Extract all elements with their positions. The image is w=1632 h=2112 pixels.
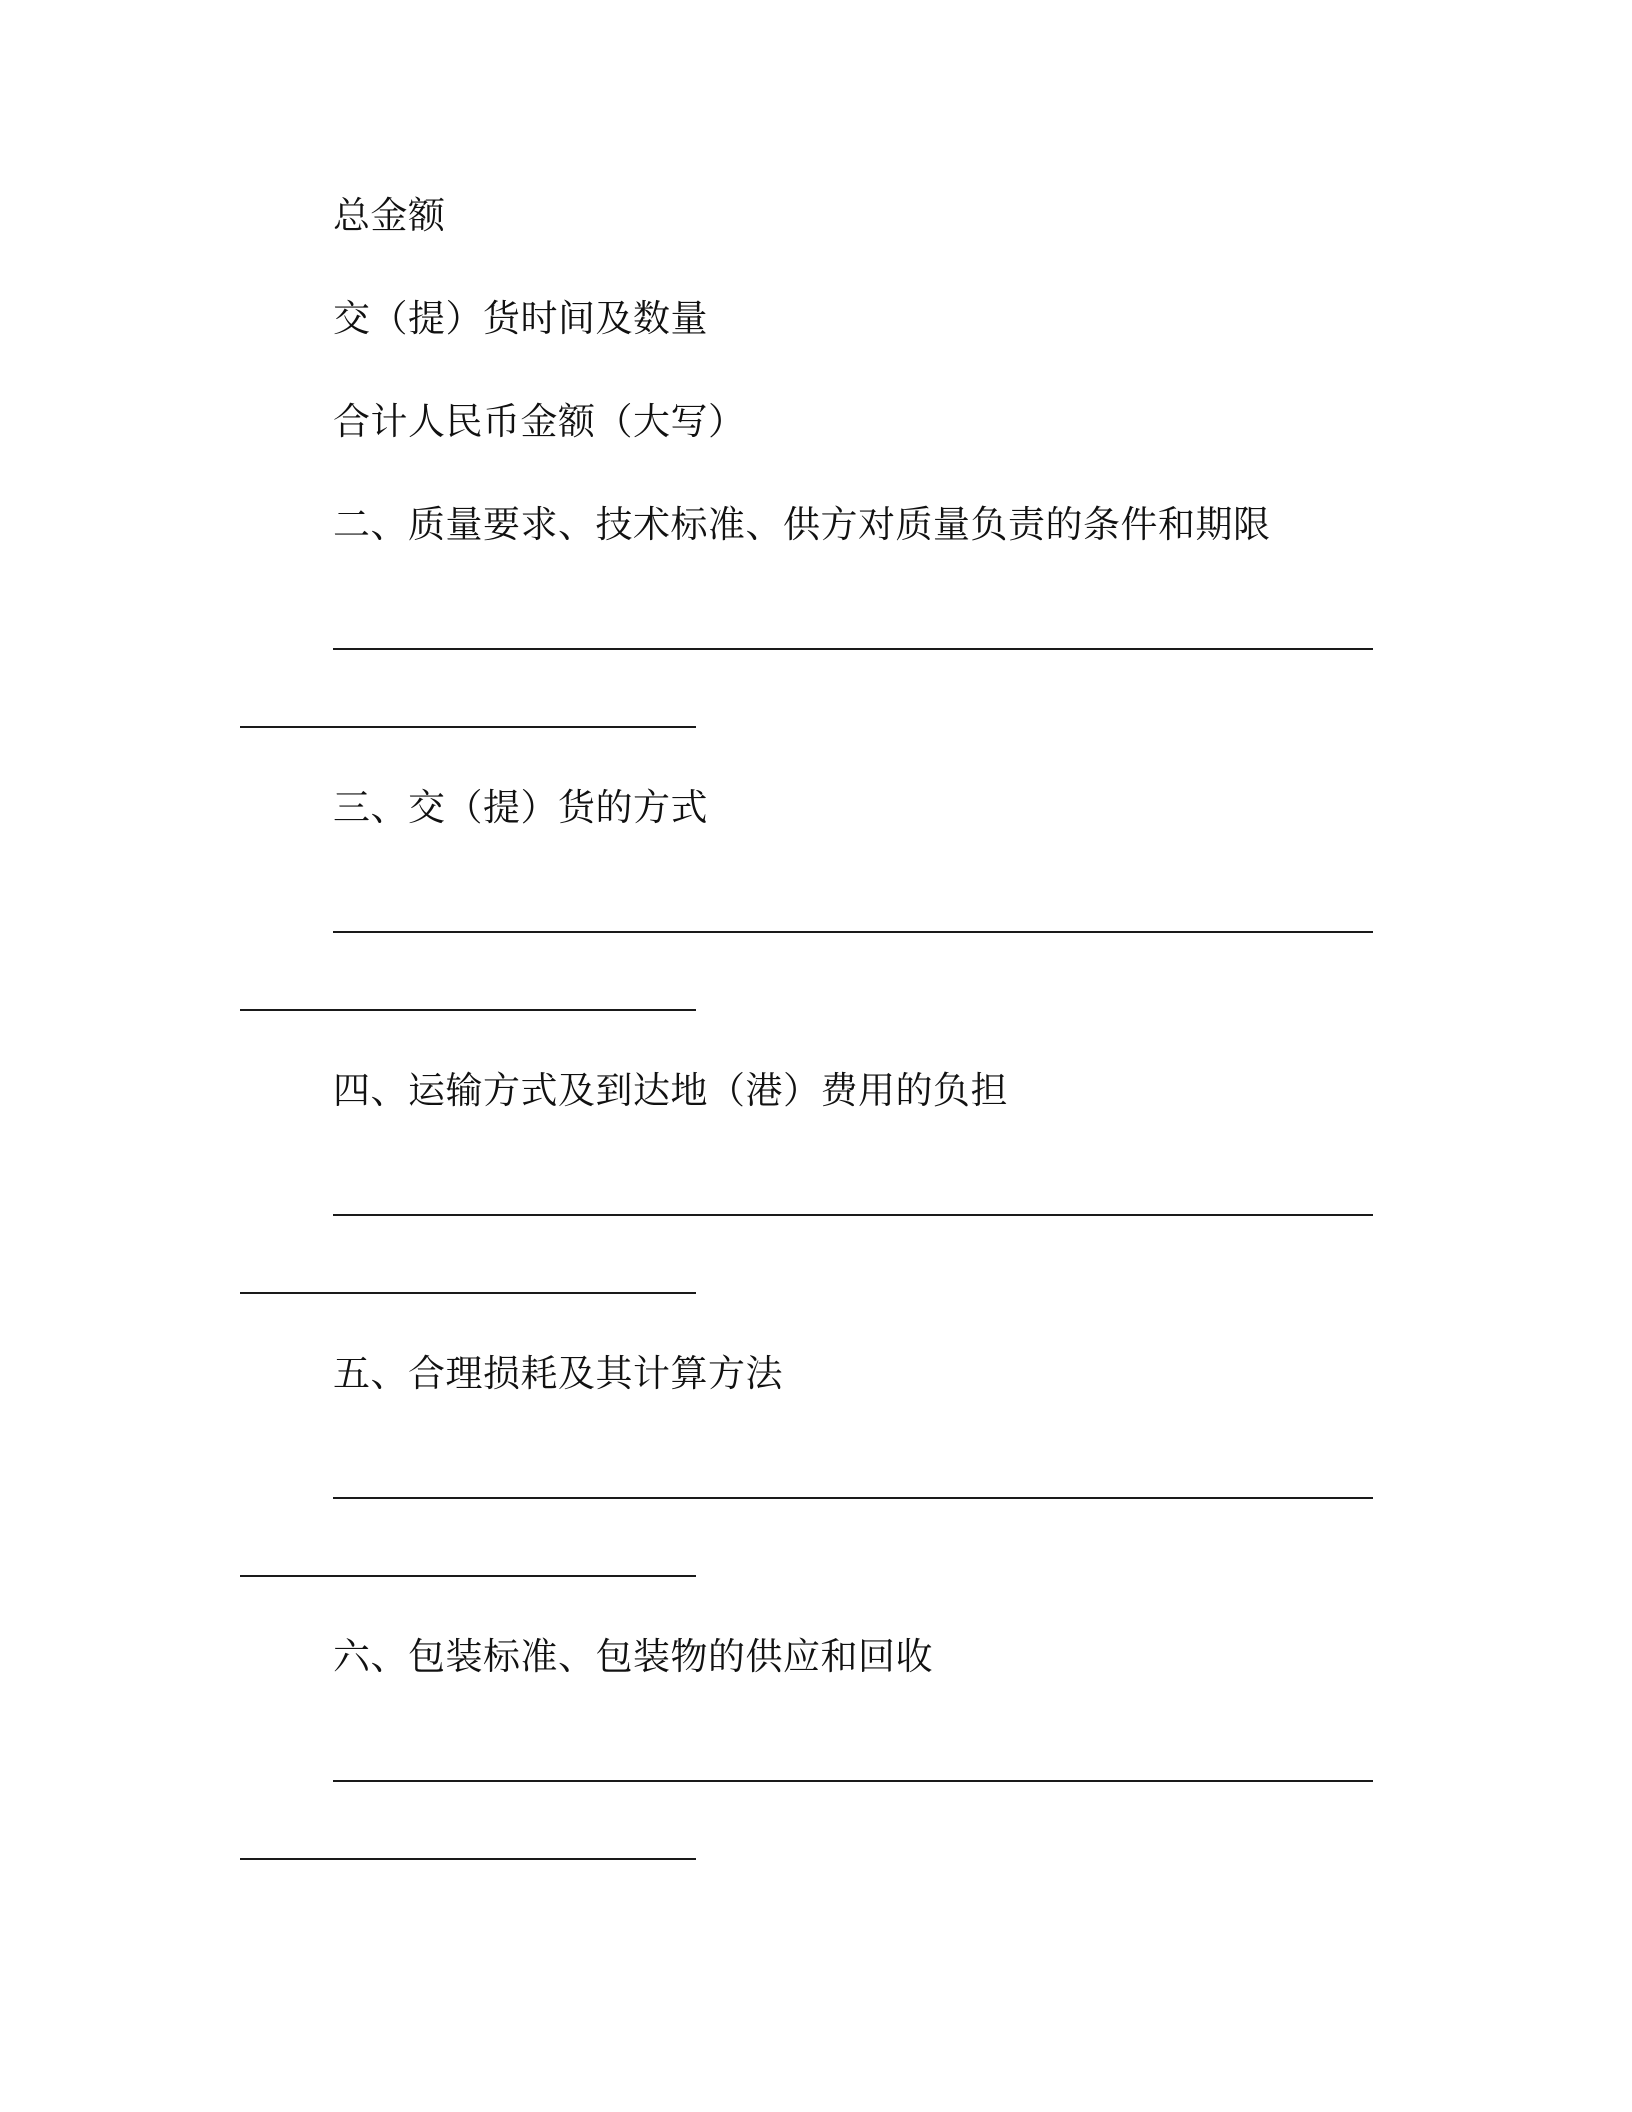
- label-delivery-time-quantity: 交（提）货时间及数量: [333, 297, 708, 340]
- fill-in-blank-line: [240, 726, 696, 728]
- section-heading-packaging: 六、包装标准、包装物的供应和回收: [333, 1635, 933, 1678]
- fill-in-blank-line: [333, 1497, 1373, 1499]
- fill-in-blank-line: [240, 1009, 696, 1011]
- label-total-amount: 总金额: [333, 194, 446, 237]
- fill-in-blank-line: [333, 1214, 1373, 1216]
- fill-in-blank-line: [240, 1575, 696, 1577]
- section-heading-quality: 二、质量要求、技术标准、供方对质量负责的条件和期限: [333, 503, 1271, 546]
- label-total-rmb-uppercase: 合计人民币金额（大写）: [333, 400, 746, 443]
- fill-in-blank-line: [333, 1780, 1373, 1782]
- fill-in-blank-line: [333, 648, 1373, 650]
- fill-in-blank-line: [240, 1292, 696, 1294]
- section-heading-loss: 五、合理损耗及其计算方法: [333, 1352, 783, 1395]
- section-heading-delivery-method: 三、交（提）货的方式: [333, 786, 708, 829]
- section-heading-transport: 四、运输方式及到达地（港）费用的负担: [333, 1069, 1008, 1112]
- fill-in-blank-line: [333, 931, 1373, 933]
- fill-in-blank-line: [240, 1858, 696, 1860]
